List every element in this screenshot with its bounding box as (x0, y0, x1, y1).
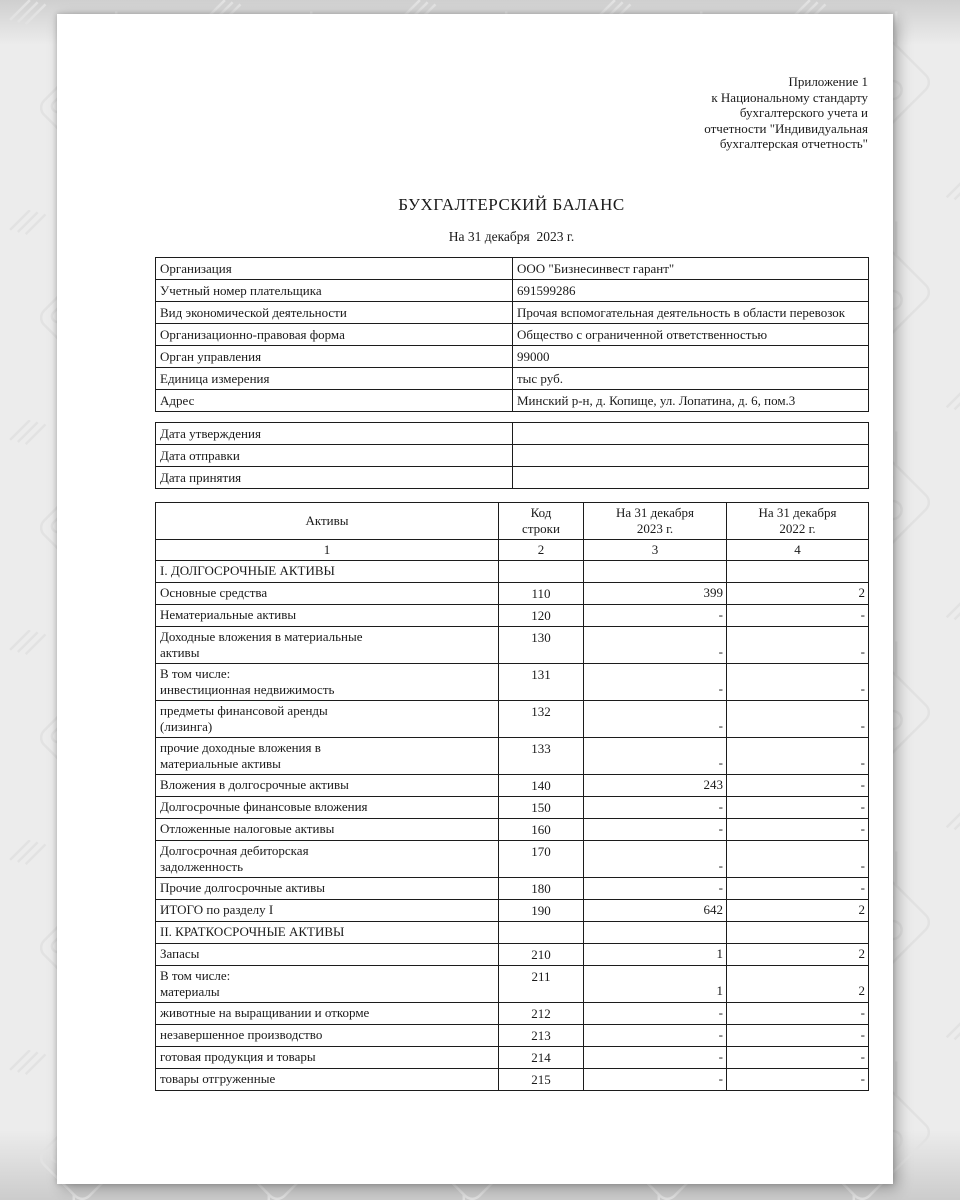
dates-value (513, 422, 869, 444)
org-info-label: Организационно-правовая форма (156, 323, 513, 345)
row-value-2023: - (584, 700, 727, 737)
row-label: незавершенное производство (156, 1024, 499, 1046)
row-label: Нематериальные активы (156, 604, 499, 626)
row-code: 180 (499, 877, 584, 899)
org-info-value: Минский р-н, д. Копище, ул. Лопатина, д. 6, пом.3 (513, 389, 869, 411)
row-value-2023: 243 (584, 774, 727, 796)
col-header-assets: Активы (156, 502, 499, 539)
org-info-label: Единица измерения (156, 367, 513, 389)
row-code: 170 (499, 840, 584, 877)
section-2022-cell (727, 921, 869, 943)
row-value-2023: - (584, 1024, 727, 1046)
section-2023-cell (584, 560, 727, 582)
row-value-2023: - (584, 737, 727, 774)
row-label: животные на выращивании и откорме (156, 1002, 499, 1024)
row-code: 150 (499, 796, 584, 818)
row-value-2023: 642 (584, 899, 727, 921)
row-value-2022: 2 (727, 582, 869, 604)
org-info-value: ООО "Бизнесинвест гарант" (513, 257, 869, 279)
row-code: 130 (499, 626, 584, 663)
table-row (156, 818, 869, 840)
dates-body (156, 422, 869, 488)
org-info-value: тыс руб. (513, 367, 869, 389)
org-info-value: 691599286 (513, 279, 869, 301)
row-label: готовая продукция и товары (156, 1046, 499, 1068)
row-code: 133 (499, 737, 584, 774)
section-label: I. ДОЛГОСРОЧНЫЕ АКТИВЫ (156, 560, 499, 582)
org-info-body (156, 257, 869, 411)
row-value-2022: - (727, 700, 869, 737)
org-info-label: Вид экономической деятельности (156, 301, 513, 323)
row-code: 190 (499, 899, 584, 921)
row-value-2023: - (584, 1046, 727, 1068)
table-row (156, 737, 869, 774)
row-code: 132 (499, 700, 584, 737)
table-row (156, 1068, 869, 1090)
balance-header-row (156, 502, 869, 539)
org-info-label: Учетный номер плательщика (156, 279, 513, 301)
dates-value (513, 466, 869, 488)
table-row (156, 604, 869, 626)
table-row (156, 840, 869, 877)
dates-label: Дата принятия (156, 466, 513, 488)
document-subtitle: На 31 декабря 2023 г. (448, 228, 575, 244)
table-row (156, 626, 869, 663)
row-code: 110 (499, 582, 584, 604)
section-row (156, 560, 869, 582)
dates-row (156, 444, 869, 466)
row-label: прочие доходные вложения в материальные активы (156, 737, 499, 774)
row-value-2022: - (727, 1046, 869, 1068)
row-value-2023: - (584, 840, 727, 877)
row-label: ИТОГО по разделу I (156, 899, 499, 921)
row-code: 214 (499, 1046, 584, 1068)
dates-row (156, 466, 869, 488)
row-value-2023: 1 (584, 965, 727, 1002)
row-label: В том числе: инвестиционная недвижимость (156, 663, 499, 700)
row-code: 212 (499, 1002, 584, 1024)
row-value-2023: - (584, 626, 727, 663)
row-value-2022: - (727, 1068, 869, 1090)
section-2023-cell (584, 921, 727, 943)
section-label: II. КРАТКОСРОЧНЫЕ АКТИВЫ (156, 921, 499, 943)
col-number: 2 (499, 539, 584, 560)
row-label: Отложенные налоговые активы (156, 818, 499, 840)
document-title: БУХГАЛТЕРСКИЙ БАЛАНС (398, 194, 625, 214)
row-code: 210 (499, 943, 584, 965)
row-value-2023: - (584, 663, 727, 700)
row-value-2022: - (727, 626, 869, 663)
row-label: Основные средства (156, 582, 499, 604)
section-row (156, 921, 869, 943)
appendix-note: Приложение 1 к Национальному стандарту бухгалтерского учета и отчетности "Индивидуальная бухгалтерская отчетность" (704, 74, 868, 151)
col-number: 1 (156, 539, 499, 560)
balance-table (155, 502, 869, 1091)
org-info-row (156, 301, 869, 323)
row-label: Вложения в долгосрочные активы (156, 774, 499, 796)
row-code: 215 (499, 1068, 584, 1090)
row-label: товары отгруженные (156, 1068, 499, 1090)
org-info-label: Орган управления (156, 345, 513, 367)
col-number: 3 (584, 539, 727, 560)
row-value-2022: - (727, 663, 869, 700)
row-value-2023: - (584, 604, 727, 626)
row-label: Запасы (156, 943, 499, 965)
col-header-code: Код строки (499, 502, 584, 539)
row-code: 211 (499, 965, 584, 1002)
dates-row (156, 422, 869, 444)
table-row (156, 1024, 869, 1046)
row-label: Доходные вложения в материальные активы (156, 626, 499, 663)
row-label: Долгосрочные финансовые вложения (156, 796, 499, 818)
org-info-value: Общество с ограниченной ответственностью (513, 323, 869, 345)
row-value-2022: - (727, 877, 869, 899)
dates-label: Дата отправки (156, 444, 513, 466)
col-header-2023: На 31 декабря 2023 г. (584, 502, 727, 539)
column-number-row (156, 539, 869, 560)
dates-table (155, 422, 869, 489)
row-label: Прочие долгосрочные активы (156, 877, 499, 899)
org-info-table (155, 257, 869, 412)
dates-label: Дата утверждения (156, 422, 513, 444)
row-label: В том числе: материалы (156, 965, 499, 1002)
org-info-row (156, 367, 869, 389)
row-value-2022: - (727, 737, 869, 774)
row-value-2023: - (584, 877, 727, 899)
table-row (156, 582, 869, 604)
row-code: 120 (499, 604, 584, 626)
row-value-2022: 2 (727, 965, 869, 1002)
org-info-row (156, 389, 869, 411)
org-info-label: Организация (156, 257, 513, 279)
table-row (156, 1046, 869, 1068)
section-2022-cell (727, 560, 869, 582)
table-row (156, 965, 869, 1002)
row-value-2023: - (584, 796, 727, 818)
org-info-value: 99000 (513, 345, 869, 367)
balance-body (156, 560, 869, 1090)
row-code: 160 (499, 818, 584, 840)
row-code: 213 (499, 1024, 584, 1046)
row-value-2022: - (727, 840, 869, 877)
table-row (156, 700, 869, 737)
row-value-2022: - (727, 1024, 869, 1046)
org-info-label: Адрес (156, 389, 513, 411)
section-code-cell (499, 921, 584, 943)
row-value-2023: - (584, 818, 727, 840)
row-label: предметы финансовой аренды (лизинга) (156, 700, 499, 737)
row-value-2022: - (727, 796, 869, 818)
org-info-value: Прочая вспомогательная деятельность в области перевозок (513, 301, 869, 323)
org-info-row (156, 257, 869, 279)
org-info-row (156, 323, 869, 345)
row-value-2022: 2 (727, 943, 869, 965)
row-code: 131 (499, 663, 584, 700)
row-value-2022: - (727, 818, 869, 840)
row-value-2023: 399 (584, 582, 727, 604)
org-info-row (156, 345, 869, 367)
document-page (57, 14, 893, 1184)
row-value-2023: - (584, 1068, 727, 1090)
row-value-2023: - (584, 1002, 727, 1024)
row-value-2023: 1 (584, 943, 727, 965)
dates-value (513, 444, 869, 466)
table-row (156, 943, 869, 965)
table-row (156, 796, 869, 818)
org-info-row (156, 279, 869, 301)
col-number: 4 (727, 539, 869, 560)
table-row (156, 1002, 869, 1024)
table-row (156, 899, 869, 921)
row-value-2022: - (727, 774, 869, 796)
table-row (156, 774, 869, 796)
section-code-cell (499, 560, 584, 582)
row-value-2022: - (727, 1002, 869, 1024)
row-value-2022: - (727, 604, 869, 626)
table-row (156, 877, 869, 899)
row-code: 140 (499, 774, 584, 796)
col-header-2022: На 31 декабря 2022 г. (727, 502, 869, 539)
row-value-2022: 2 (727, 899, 869, 921)
table-row (156, 663, 869, 700)
row-label: Долгосрочная дебиторская задолженность (156, 840, 499, 877)
